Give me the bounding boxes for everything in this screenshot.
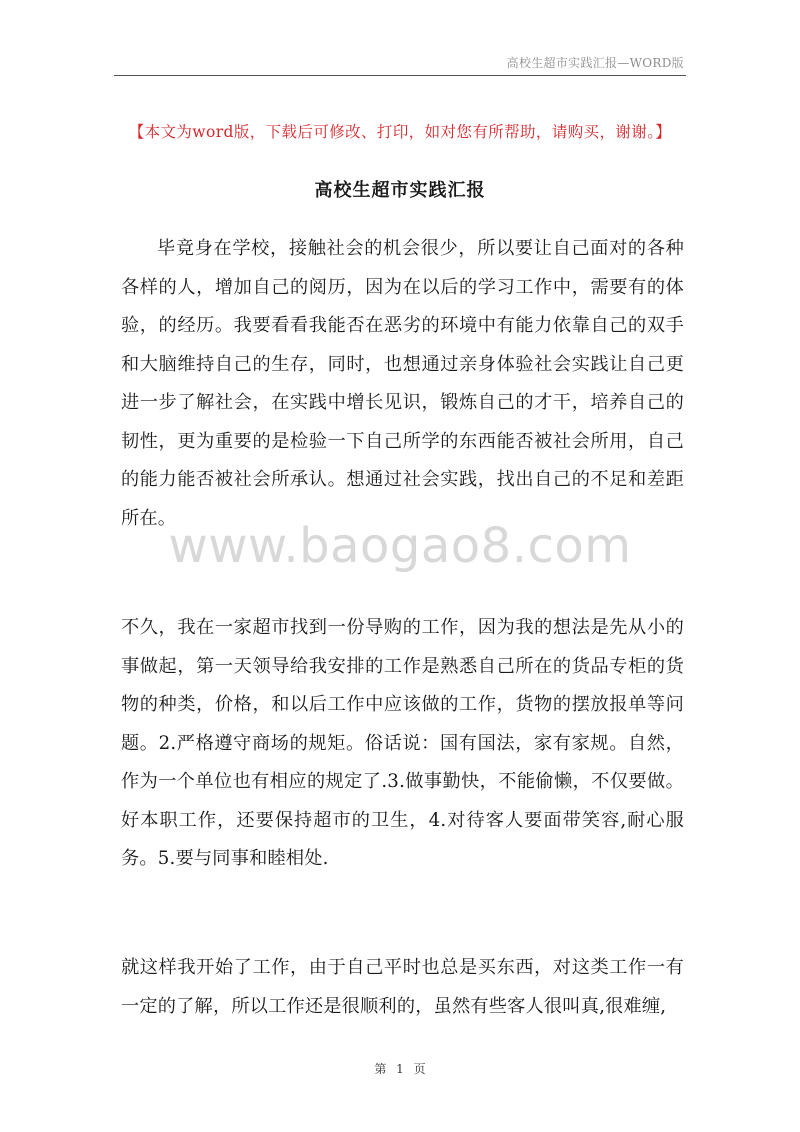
header-divider (114, 75, 686, 76)
paragraph-2: 不久，我在一家超市找到一份导购的工作，因为我的想法是先从小的事做起，第一天领导给我安排的工作是熟悉自己所在的货品专柜的货物的种类，价格，和以后工作中应该做的工作，货物的摆放报单等问题。2.严格遵守商场的规矩。俗话说：国有国法，家有家规。自然，作为一个单位也有相应的规定了.3.做事勤快，不能偷懒，不仅要做。好本职工作，还要保持超市的卫生，4.对待客人要面带笑容,耐心服务。5.要与同事和睦相处. (121, 617, 684, 869)
paragraph-1-container (121, 230, 684, 538)
paragraph-3-container (121, 949, 684, 1026)
paragraph-2-container (121, 609, 684, 879)
page-footer (0, 1060, 800, 1077)
purchase-notice: 【本文为word版，下载后可修改、打印，如对您有所帮助，请购买，谢谢。】 (128, 123, 672, 141)
paragraph-3: 就这样我开始了工作，由于自己平时也总是买东西，对这类工作一有一定的了解，所以工作还是很顺利的，虽然有些客人很叫真,很难缠, (121, 957, 684, 1017)
running-header: 高校生超市实践汇报—WORD版 (506, 56, 684, 70)
page-number: 1 (396, 1062, 404, 1076)
page-prefix: 第 (374, 1062, 387, 1076)
document-title: 高校生超市实践汇报 (314, 180, 486, 201)
site-watermark: www.baogao8.com (168, 518, 632, 574)
paragraph-1: 毕竟身在学校，接触社会的机会很少，所以要让自己面对的各种各样的人，增加自己的阅历，因为在以后的学习工作中，需要有的体验，的经历。我要看看我能否在恶劣的环境中有能力依靠自己的双手和大脑维持自己的生存，同时，也想通过亲身体验社会实践让自己更进一步了解社会，在实践中增长见识，锻炼自己的才干，培养自己的韧性，更为重要的是检验一下自己所学的东西能否被社会所用，自己的能力能否被社会所承认。想通过社会实践，找出自己的不足和差距所在。 (121, 238, 684, 529)
page-suffix: 页 (413, 1062, 426, 1076)
